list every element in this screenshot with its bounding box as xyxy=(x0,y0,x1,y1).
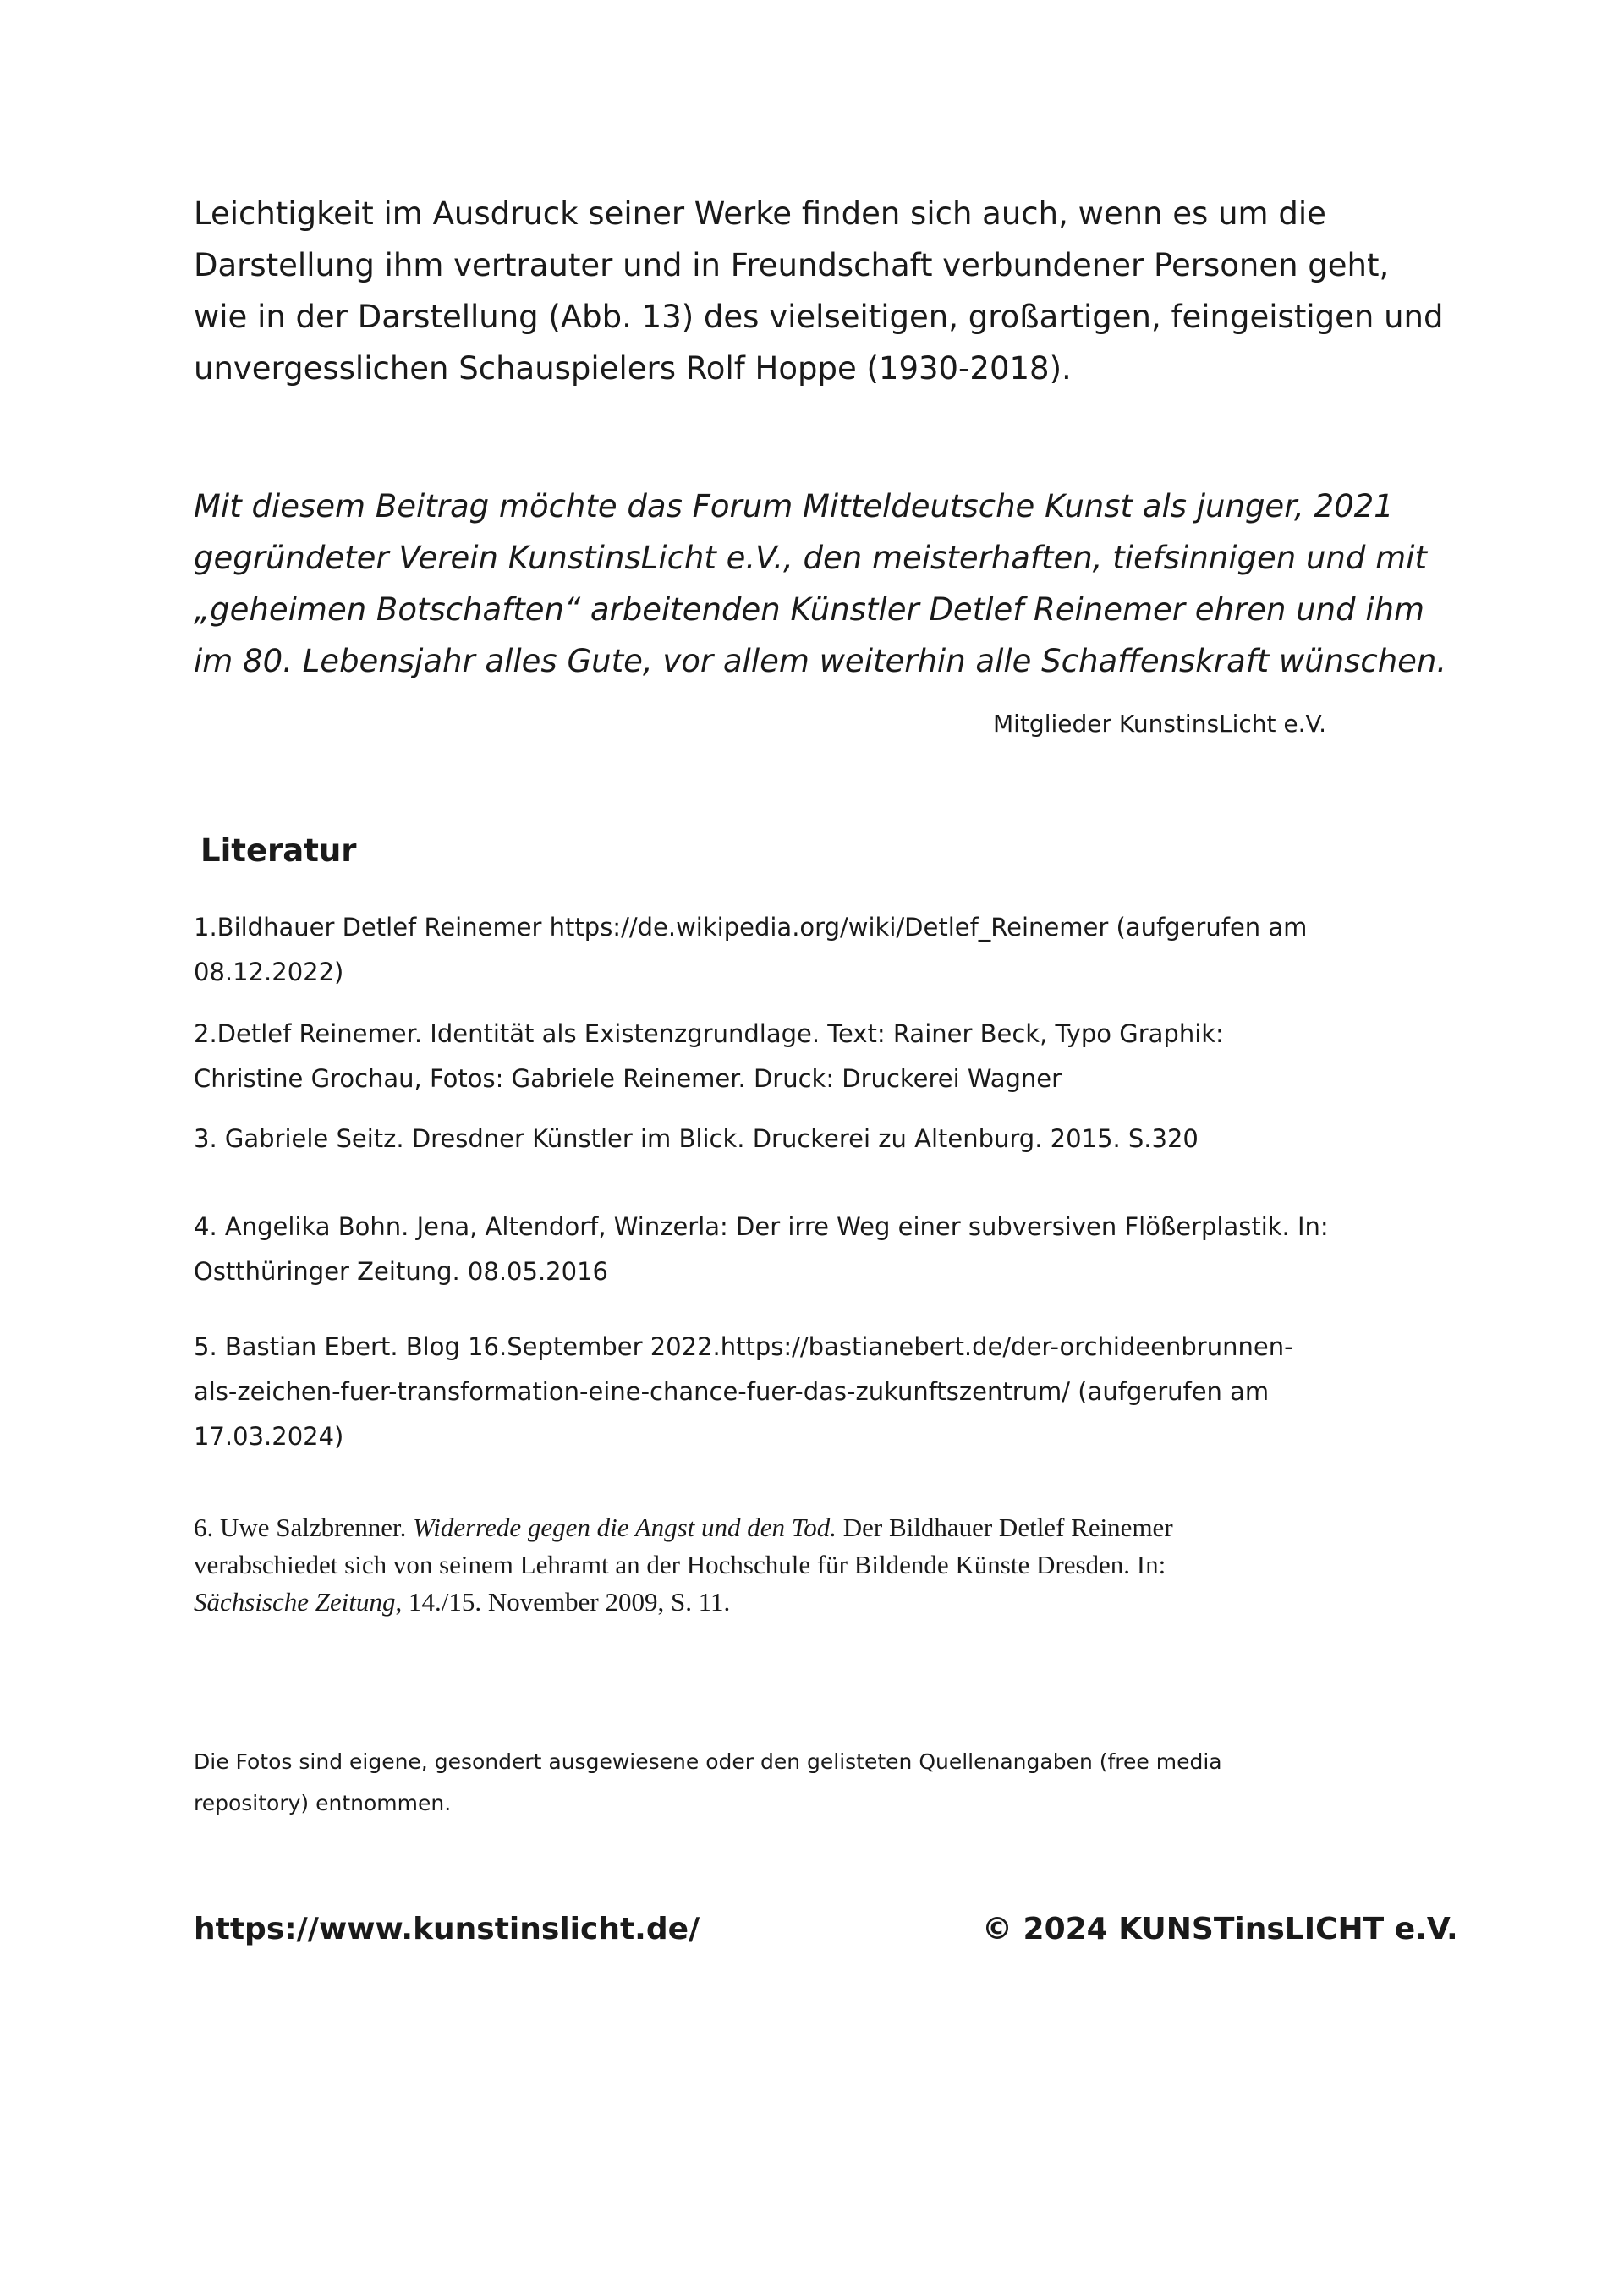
reference-line: Ostthüringer Zeitung. 08.05.2016 xyxy=(194,1257,608,1286)
reference-4 xyxy=(194,1205,1513,1294)
reference-line: verabschiedet sich von seinem Lehramt an der Hochschule für Bildende Künste Dresden. In: xyxy=(194,1550,1166,1579)
reference-5 xyxy=(194,1325,1513,1459)
reference-3 xyxy=(194,1117,1513,1161)
reference-line xyxy=(194,1509,1513,1546)
reference-6-newspaper: Sächsische Zeitung xyxy=(194,1587,396,1617)
reference-line: Christine Grochau, Fotos: Gabriele Reinemer. Druck: Druckerei Wagner xyxy=(194,1064,1062,1093)
reference-line: 17.03.2024) xyxy=(194,1422,344,1451)
reference-line: 1.Bildhauer Detlef Reinemer https://de.wikipedia.org/wiki/Detlef_Reinemer (aufgerufen am xyxy=(194,913,1308,942)
intro-line: Leichtigkeit im Ausdruck seiner Werke finden sich auch, wenn es um die xyxy=(194,195,1326,232)
dedication-line: „geheimen Botschaften“ arbeitenden Künstler Detlef Reinemer ehren und ihm xyxy=(194,591,1425,628)
footer-copyright: © 2024 KUNSTinsLICHT e.V. xyxy=(982,1912,1458,1946)
dedication-signature: Mitglieder KunstinsLicht e.V. xyxy=(993,710,1326,738)
dedication-line: gegründeter Verein KunstinsLicht e.V., den meisterhaften, tiefsinnigen und mit xyxy=(194,540,1427,576)
footer-website-link[interactable]: https://www.kunstinslicht.de/ xyxy=(194,1912,700,1946)
reference-6 xyxy=(194,1509,1513,1621)
dedication-paragraph xyxy=(194,480,1479,687)
intro-line: wie in der Darstellung (Abb. 13) des vielseitigen, großartigen, feingeistigen und xyxy=(194,299,1444,335)
reference-6-date: , 14./15. November 2009, S. 11. xyxy=(395,1587,731,1617)
photo-note-line: Die Fotos sind eigene, gesondert ausgewiesene oder den gelisteten Quellenangaben (free media xyxy=(194,1749,1222,1774)
reference-line: 4. Angelika Bohn. Jena, Altendorf, Winzerla: Der irre Weg einer subversiven Flößerplastik. In: xyxy=(194,1212,1329,1241)
photo-note-line: repository) entnommen. xyxy=(194,1791,452,1815)
reference-line: 5. Bastian Ebert. Blog 16.September 2022.https://bastianebert.de/der-orchideenbrunnen- xyxy=(194,1332,1293,1361)
reference-2 xyxy=(194,1012,1513,1101)
intro-line: unvergesslichen Schauspielers Rolf Hoppe (1930-2018). xyxy=(194,350,1072,387)
literature-heading: Literatur xyxy=(200,832,357,869)
intro-paragraph xyxy=(194,188,1479,394)
reference-6-rest: Der Bildhauer Detlef Reinemer xyxy=(836,1513,1173,1542)
reference-line: 3. Gabriele Seitz. Dresdner Künstler im Blick. Druckerei zu Altenburg. 2015. S.320 xyxy=(194,1124,1199,1153)
reference-6-prefix: 6. Uwe Salzbrenner. xyxy=(194,1513,414,1542)
reference-6-title: Widerrede gegen die Angst und den Tod. xyxy=(413,1513,837,1542)
dedication-line: Mit diesem Beitrag möchte das Forum Mitteldeutsche Kunst als junger, 2021 xyxy=(194,488,1394,524)
reference-line: als-zeichen-fuer-transformation-eine-chance-fuer-das-zukunftszentrum/ (aufgerufen am xyxy=(194,1377,1270,1406)
reference-line xyxy=(194,1584,1513,1621)
reference-1 xyxy=(194,905,1513,995)
photo-credit-note xyxy=(194,1741,1479,1824)
reference-line: 2.Detlef Reinemer. Identität als Existenzgrundlage. Text: Rainer Beck, Typo Graphik: xyxy=(194,1019,1224,1048)
dedication-line: im 80. Lebensjahr alles Gute, vor allem weiterhin alle Schaffenskraft wünschen. xyxy=(194,643,1447,679)
reference-line: 08.12.2022) xyxy=(194,958,344,986)
intro-line: Darstellung ihm vertrauter und in Freundschaft verbundener Personen geht, xyxy=(194,247,1390,283)
